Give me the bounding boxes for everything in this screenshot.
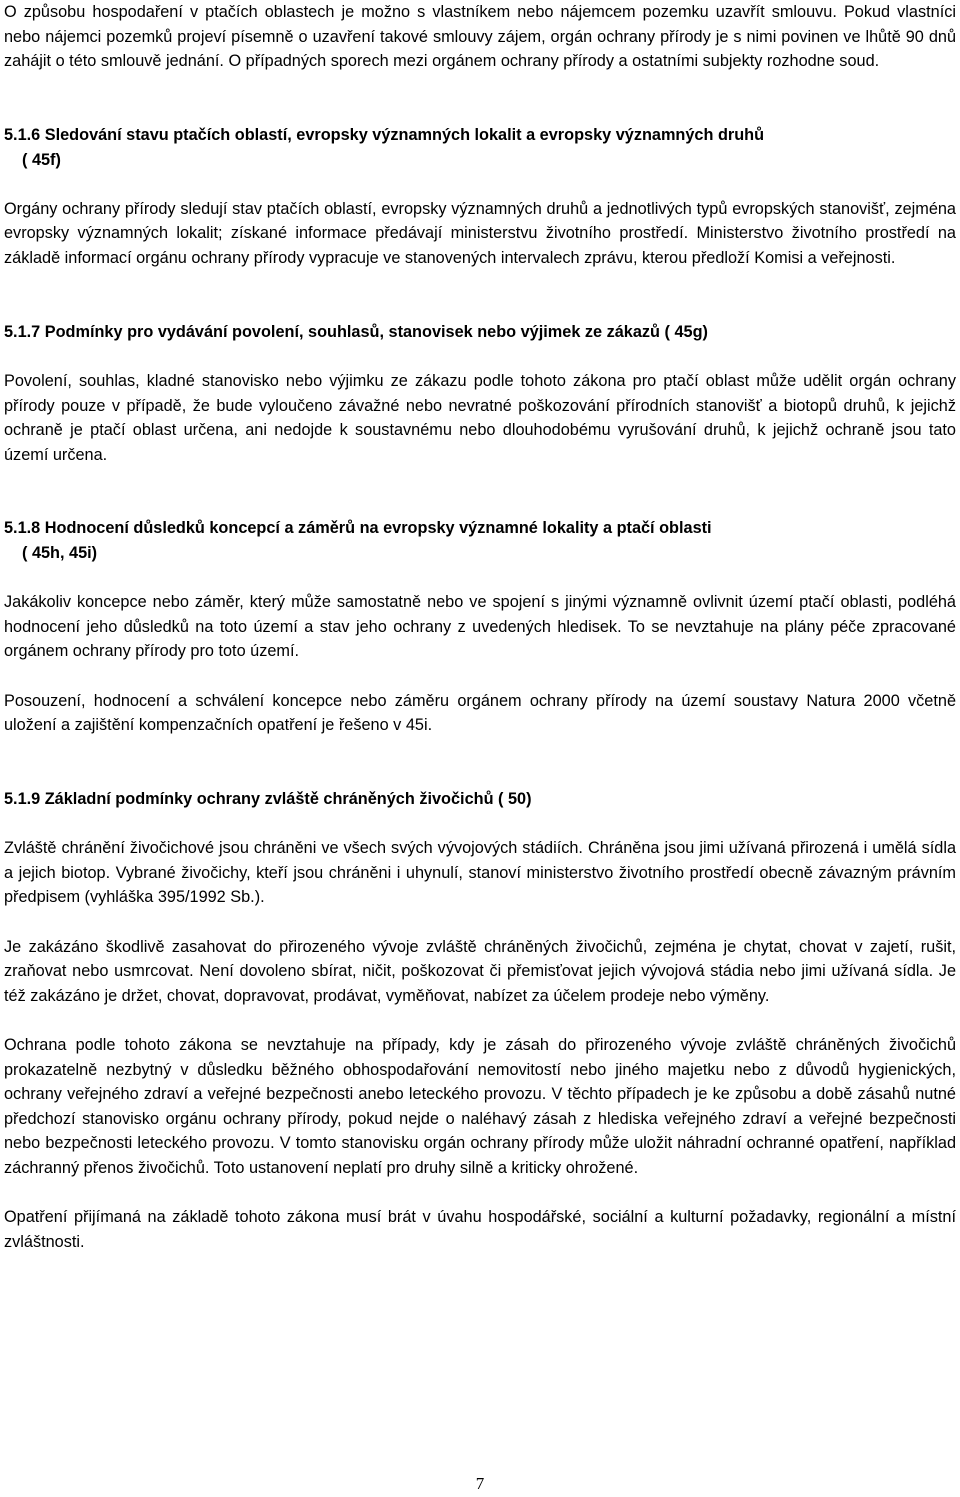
section-heading (4, 123, 956, 172)
section-heading (4, 787, 956, 812)
section-heading-text: 5.1.6 Sledování stavu ptačích oblastí, evropsky významných lokalit a evropsky významných druhů (4, 125, 765, 144)
section-paragraph: Povolení, souhlas, kladné stanovisko nebo výjimku ze zákazu podle tohoto zákona pro ptačí oblast může udělit orgán ochrany přírody pouze v případě, že bude vyloučeno závažné nebo nevratné poškozování přírodních stanovišť a biotopů druhů, k jejichž ochraně je ptačí oblast určena, ani nedojde k soustavnému nebo dlouhodobému vyrušování druhů, k jejichž ochraně jsou tato území určena. (4, 371, 956, 464)
section-paragraph: Opatření přijímaná na základě tohoto zákona musí brát v úvahu hospodářské, sociální a kulturní požadavky, regionální a místní zvláštnosti. (4, 1208, 956, 1251)
section-paragraph: Zvláště chránění živočichové jsou chráněni ve všech svých vývojových stádiích. Chráněna jsou jimi užívaná přirozená i umělá sídla a jejich biotop. Vybrané živočichy, kteří jsou chráněni i uhynulí, stanoví ministerstvo životního prostředí obecně závazným právním předpisem (vyhláška 395/1992 Sb.). (4, 839, 956, 907)
section-heading-text: 5.1.7 Podmínky pro vydávání povolení, souhlasů, stanovisek nebo výjimek ze zákazů ( 45g) (4, 322, 708, 341)
section-heading-text: 5.1.9 Základní podmínky ochrany zvláště chráněných živočichů ( 50) (4, 790, 532, 808)
section-5-1-7 (4, 320, 956, 468)
document-page (4, 0, 956, 1254)
section-heading (4, 320, 956, 345)
section-5-1-6 (4, 123, 956, 271)
section-5-1-8 (4, 516, 956, 737)
intro-paragraph: O způsobu hospodaření v ptačích oblastech je možno s vlastníkem nebo nájemcem pozemku uzavřít smlouvu. Pokud vlastníci nebo nájemci pozemků projeví písemně o uzavření takové smlouvy zájem, orgán ochrany přírody je s nimi povinen ve lhůtě 90 dnů zahájit o této smlouvě jednání. O případných sporech mezi orgánem ochrany přírody a ostatními subjekty rozhodne soud. (4, 3, 956, 71)
section-heading-reference: ( 45f) (22, 150, 61, 169)
section-paragraph: Posouzení, hodnocení a schválení koncepce nebo záměru orgánem ochrany přírody na území soustavy Natura 2000 včetně uložení a zajištění kompenzačních opatření je řešeno v 45i. (4, 691, 956, 735)
section-heading-reference: ( 45h, 45i) (22, 544, 98, 563)
section-paragraph: Orgány ochrany přírody sledují stav ptačích oblastí, evropsky významných druhů a jednotlivých typů evropských stanovišť, zejména evropsky významných lokalit; získané informace předávají ministerstvu životního prostředí. Ministerstvo životního prostředí na základě informací orgánu ochrany přírody vypracuje ve stanovených intervalech zprávu, kterou předloží Komisi a veřejnosti. (4, 199, 956, 267)
section-heading-text: 5.1.8 Hodnocení důsledků koncepcí a záměrů na evropsky významné lokality a ptačí oblasti (4, 519, 712, 538)
section-paragraph: Ochrana podle tohoto zákona se nevztahuje na případy, kdy je zásah do přirozeného vývoje zvláště chráněných živočichů prokazatelně nezbytný v důsledku běžného obhospodařování nemovitostí nebo jiného majetku nebo z důvodů hygienických, ochrany veřejného zdraví a veřejné bezpečnosti anebo leteckého provozu. V těchto případech je ke způsobu a době zásahů nutné předchozí stanovisko orgánu ochrany přírody, pokud nejde o naléhavý zásah z hlediska veřejného zdraví a veřejné bezpečnosti nebo bezpečnosti leteckého provozu. V tomto stanovisku orgán ochrany přírody může uložit náhradní ochranné opatření, například záchranný přenos živočichů. Toto ustanovení neplatí pro druhy silně a kriticky ohrožené. (4, 1035, 956, 1177)
section-paragraph: Je zakázáno škodlivě zasahovat do přirozeného vývoje zvláště chráněných živočichů, zejména je chytat, chovat v zajetí, rušit, zraňovat nebo usmrcovat. Není dovoleno sbírat, ničit, poškozovat či přemisťovat jejich vývojová stádia nebo jimi užívaná sídla. Je též zakázáno je držet, chovat, dopravovat, prodávat, vyměňovat, nabízet za účelem prodeje nebo výměny. (4, 937, 956, 1005)
section-heading (4, 516, 956, 565)
section-5-1-9 (4, 787, 956, 1254)
page-number: 7 (475, 1474, 485, 1493)
section-paragraph: Jakákoliv koncepce nebo záměr, který může samostatně nebo ve spojení s jinými významně ovlivnit území ptačí oblasti, podléhá hodnocení jeho důsledků na toto území a stav jeho ochrany z uvedených hledisek. To se nevztahuje na plány péče zpracované orgánem ochrany přírody pro toto území. (4, 593, 956, 661)
